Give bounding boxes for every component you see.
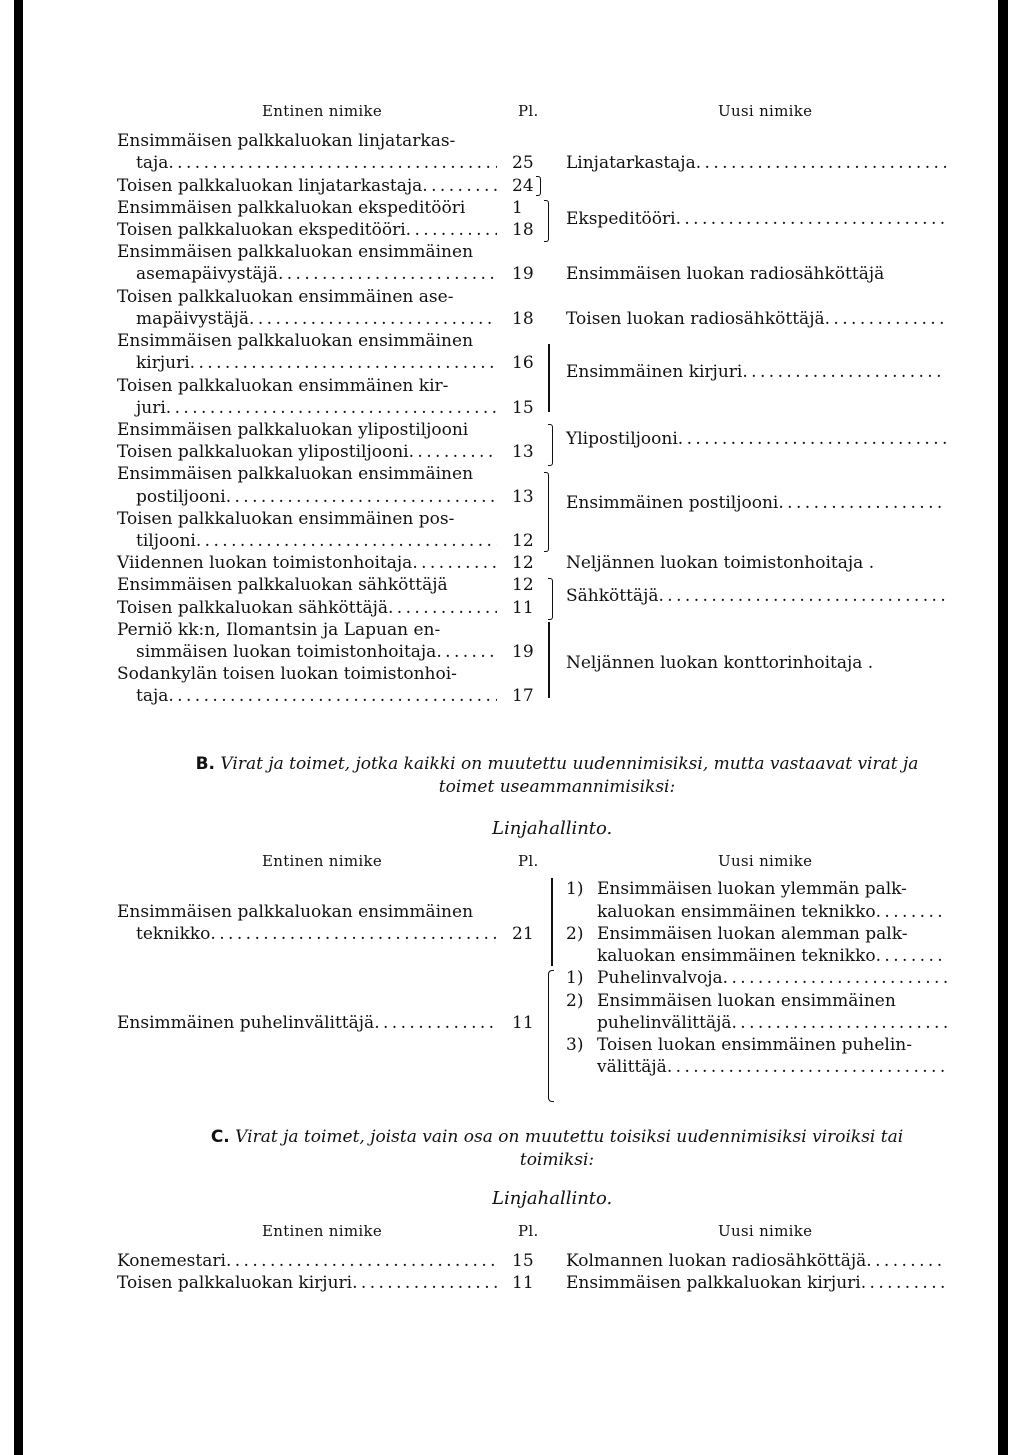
brace bbox=[544, 200, 549, 242]
header-pl: Pl. bbox=[518, 1222, 539, 1240]
old-title-line: Toisen palkkaluokan sähköttäjä . . . bbox=[117, 597, 497, 619]
pay-class: 19 bbox=[512, 264, 534, 284]
new-title: Kolmannen luokan radiosähköttäjä . . . bbox=[566, 1250, 946, 1272]
pay-class: 12 bbox=[512, 575, 534, 595]
new-title: välittäjä . . . bbox=[597, 1056, 947, 1078]
pay-class: 1 bbox=[512, 198, 523, 218]
new-title-number: 1) bbox=[566, 879, 584, 899]
scan-edge-right bbox=[998, 0, 1008, 1455]
header-new-title: Uusi nimike bbox=[718, 1222, 813, 1240]
new-title-number: 3) bbox=[566, 1035, 584, 1055]
old-title-line: Ensimmäisen palkkaluokan ensimmäinen bbox=[117, 902, 474, 922]
old-title-line: Ensimmäisen palkkaluokan ensimmäinen bbox=[117, 331, 474, 351]
pay-class: 24 bbox=[512, 176, 534, 196]
new-title: Ensimmäisen luokan ylemmän palk- bbox=[597, 879, 907, 899]
old-title-line: teknikko . . . bbox=[136, 923, 497, 945]
new-title: Ensimmäisen luokan ensimmäinen bbox=[597, 991, 896, 1011]
pay-class: 11 bbox=[512, 1273, 534, 1293]
old-title-line: tiljooni . . . bbox=[136, 530, 497, 552]
new-title: puhelinvälittäjä . . . bbox=[597, 1012, 947, 1034]
brace bbox=[548, 344, 550, 412]
new-title: Ensimmäisen palkkaluokan kirjuri . . . bbox=[566, 1272, 946, 1294]
old-title-line: Ensimmäisen palkkaluokan sähköttäjä bbox=[117, 575, 448, 595]
pay-class: 25 bbox=[512, 153, 534, 173]
old-title-line: Konemestari . . . bbox=[117, 1250, 497, 1272]
old-title-line: Ensimmäinen puhelinvälittäjä . . . bbox=[117, 1012, 497, 1034]
old-title-line: Ensimmäisen palkkaluokan ekspeditööri bbox=[117, 198, 466, 218]
pay-class: 15 bbox=[512, 398, 534, 418]
brace bbox=[548, 622, 550, 698]
pay-class: 18 bbox=[512, 309, 534, 329]
section-c-title: C. Virat ja toimet, joista vain osa on muutettu toisiksi uudennimisiksi viroiksi tai bbox=[210, 1127, 904, 1147]
new-title-number: 1) bbox=[566, 968, 584, 988]
header-pl: Pl. bbox=[518, 852, 539, 870]
old-title-line: asemapäivystäjä . . . bbox=[136, 263, 497, 285]
pay-class: 15 bbox=[512, 1251, 534, 1271]
old-title-line: Sodankylän toisen luokan toimistonhoi- bbox=[117, 664, 457, 684]
new-title: Toisen luokan radiosähköttäjä . . . bbox=[566, 308, 946, 330]
new-title: Ekspeditööri . . . bbox=[566, 208, 946, 230]
old-title-line: kirjuri . . . bbox=[136, 352, 497, 374]
pay-class: 12 bbox=[512, 553, 534, 573]
new-title: kaluokan ensimmäinen teknikko . . . bbox=[597, 945, 947, 967]
old-title-line: Toisen palkkaluokan kirjuri . . . bbox=[117, 1272, 497, 1294]
brace bbox=[551, 878, 553, 966]
new-title: Linjatarkastaja . . . bbox=[566, 152, 946, 174]
pay-class: 16 bbox=[512, 353, 534, 373]
pay-class: 18 bbox=[512, 220, 534, 240]
section-c-title-cont: toimiksi: bbox=[519, 1150, 595, 1170]
old-title-line: simmäisen luokan toimistonhoitaja . . . bbox=[136, 641, 497, 663]
old-title-line: Toisen palkkaluokan ensimmäinen pos- bbox=[117, 509, 455, 529]
brace bbox=[548, 424, 553, 466]
new-title: Ensimmäinen postiljooni . . . bbox=[566, 492, 946, 514]
brace bbox=[536, 176, 541, 196]
pay-class: 11 bbox=[512, 1013, 534, 1033]
pay-class: 12 bbox=[512, 531, 534, 551]
old-title-line: Toisen palkkaluokan ylipostiljooni . . . bbox=[117, 441, 497, 463]
header-new-title: Uusi nimike bbox=[718, 852, 813, 870]
old-title-line: juri . . . bbox=[136, 397, 497, 419]
header-old-title: Entinen nimike bbox=[262, 1222, 383, 1240]
brace bbox=[548, 970, 554, 1102]
brace bbox=[548, 578, 553, 620]
old-title-line: Toisen palkkaluokan ensimmäinen ase- bbox=[117, 287, 454, 307]
section-b-title: B. Virat ja toimet, jotka kaikki on muutettu uudennimisiksi, mutta vastaavat virat ja bbox=[195, 754, 919, 774]
old-title-line: Viidennen luokan toimistonhoitaja . . . bbox=[117, 552, 497, 574]
new-title-number: 2) bbox=[566, 991, 584, 1011]
new-title: Sähköttäjä . . . bbox=[566, 585, 946, 607]
header-old-title: Entinen nimike bbox=[262, 852, 383, 870]
pay-class: 13 bbox=[512, 442, 534, 462]
old-title-line: Perniö kk:n, Ilomantsin ja Lapuan en- bbox=[117, 620, 441, 640]
new-title: Toisen luokan ensimmäinen puhelin- bbox=[597, 1035, 912, 1055]
pay-class: 17 bbox=[512, 686, 534, 706]
old-title-line: Ensimmäisen palkkaluokan ensimmäinen bbox=[117, 464, 474, 484]
brace bbox=[544, 472, 549, 552]
old-title-line: taja . . . bbox=[136, 152, 497, 174]
new-title: kaluokan ensimmäinen teknikko . . . bbox=[597, 901, 947, 923]
new-title: Puhelinvalvoja . . . bbox=[597, 967, 947, 989]
new-title: Ensimmäinen kirjuri . . . bbox=[566, 361, 946, 383]
header-new-title: Uusi nimike bbox=[718, 102, 813, 120]
section-b-subtitle: Linjahallinto. bbox=[492, 818, 613, 839]
old-title-line: Toisen palkkaluokan linjatarkastaja . . . bbox=[117, 175, 497, 197]
old-title-line: taja . . . bbox=[136, 685, 497, 707]
old-title-line: Ensimmäisen palkkaluokan ylipostiljooni bbox=[117, 420, 469, 440]
pay-class: 13 bbox=[512, 487, 534, 507]
old-title-line: Ensimmäisen palkkaluokan ensimmäinen bbox=[117, 242, 474, 262]
section-c-subtitle: Linjahallinto. bbox=[492, 1188, 613, 1209]
scan-edge-left bbox=[14, 0, 23, 1455]
pay-class: 19 bbox=[512, 642, 534, 662]
old-title-line: Toisen palkkaluokan ekspeditööri . . . bbox=[117, 219, 497, 241]
new-title: Ensimmäisen luokan radiosähköttäjä bbox=[566, 264, 885, 284]
new-title: Ensimmäisen luokan alemman palk- bbox=[597, 924, 908, 944]
pay-class: 21 bbox=[512, 924, 534, 944]
new-title: Neljännen luokan konttorinhoitaja . bbox=[566, 653, 874, 673]
pay-class: 11 bbox=[512, 598, 534, 618]
old-title-line: mapäivystäjä . . . bbox=[136, 308, 497, 330]
section-b-title-cont: toimet useammannimisiksi: bbox=[438, 777, 676, 797]
header-old-title: Entinen nimike bbox=[262, 102, 383, 120]
old-title-line: Ensimmäisen palkkaluokan linjatarkas- bbox=[117, 131, 456, 151]
new-title: Neljännen luokan toimistonhoitaja . bbox=[566, 553, 875, 573]
header-pl: Pl. bbox=[518, 102, 539, 120]
old-title-line: postiljooni . . . bbox=[136, 486, 497, 508]
new-title-number: 2) bbox=[566, 924, 584, 944]
new-title: Ylipostiljooni . . . bbox=[566, 428, 946, 450]
old-title-line: Toisen palkkaluokan ensimmäinen kir- bbox=[117, 376, 449, 396]
